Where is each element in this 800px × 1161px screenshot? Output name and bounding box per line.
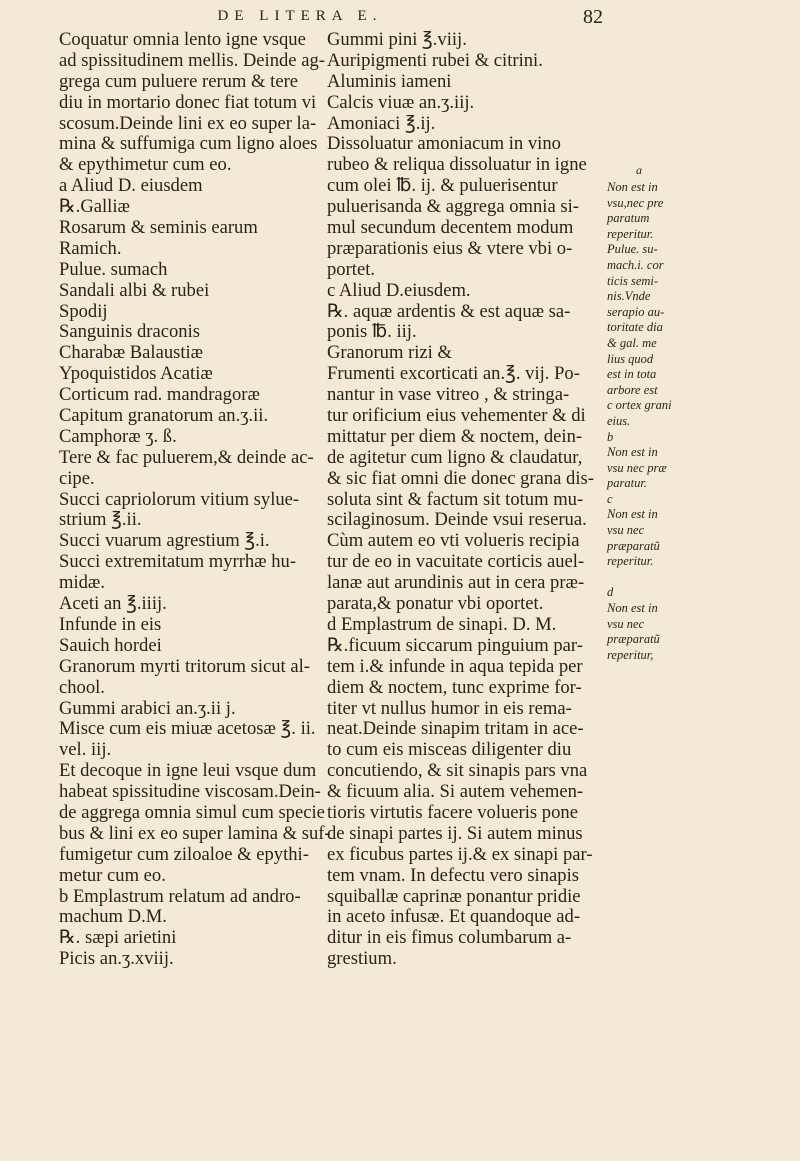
- text-line: Dissoluatur amoniacum in vino: [327, 133, 561, 155]
- text-line: diem & noctem, tunc exprime for-: [327, 676, 582, 698]
- text-line: habeat spissitudine viscosam.Dein-: [59, 781, 321, 803]
- text-line: scilaginosum. Deinde vsui reserua.: [327, 509, 587, 531]
- text-line: Misce cum eis miuæ acetosæ ℥. ii.: [59, 718, 316, 740]
- text-line: mul secundum decentem modum: [327, 217, 574, 239]
- text-line: in aceto infusæ. Et quandoque ad-: [327, 906, 581, 928]
- text-line: grega cum puluere rerum & tere: [59, 70, 299, 92]
- text-line: soluta sint & factum sit totum mu-: [327, 488, 584, 510]
- text-line: mina & suffumiga cum ligno aloes: [59, 133, 318, 155]
- margin-note-line: nis.Vnde: [607, 289, 651, 304]
- text-line: tem vnam. In defectu vero sinapis: [327, 864, 579, 886]
- margin-note-line: paratur.: [607, 476, 647, 491]
- right-text-column: [327, 30, 602, 970]
- text-line: Aluminis iameni: [327, 70, 452, 92]
- margin-note-line: arbore est: [607, 382, 658, 397]
- text-line: vel. iij.: [59, 739, 112, 761]
- text-line: bus & lini ex eo super lamina & suf-: [59, 822, 331, 844]
- text-line: c Aliud D.eiusdem.: [327, 279, 471, 301]
- text-line: b Emplastrum relatum ad andro-: [59, 885, 301, 907]
- text-line: ad spissitudinem mellis. Deinde ag-: [59, 49, 325, 71]
- text-line: Frumenti excorticati an.℥. vij. Po-: [327, 363, 580, 385]
- text-line: Tere & fac puluerem,& deinde ac-: [59, 446, 314, 468]
- text-line: Coquatur omnia lento igne vsque: [59, 29, 306, 50]
- text-line: ℞. sæpi arietini: [59, 927, 177, 949]
- text-line: Capitum granatorum an.ʒ.ii.: [59, 405, 269, 427]
- text-line: nantur in vase vitreo , & stringa-: [327, 384, 570, 406]
- margin-note-line: serapio au-: [607, 304, 665, 319]
- margin-mark: a: [636, 163, 642, 177]
- text-line: Aceti an ℥.iiij.: [59, 593, 167, 615]
- text-line: Auripigmenti rubei & citrini.: [327, 49, 543, 71]
- text-line: tioris virtutis facere volueris pone: [327, 801, 578, 823]
- text-line: Rosarum & seminis earum: [59, 217, 258, 239]
- text-line: Corticum rad. mandragoræ: [59, 384, 260, 406]
- text-line: & sic fiat omni die donec grana dis-: [327, 467, 594, 489]
- text-line: de aggrega omnia simul cum specie: [59, 801, 325, 823]
- text-line: rubeo & reliqua dissoluatur in igne: [327, 154, 587, 176]
- text-line: Succi vuarum agrestium ℥.i.: [59, 530, 270, 552]
- text-line: chool.: [59, 676, 105, 698]
- margin-note-line: Non est in: [607, 507, 658, 522]
- text-line: & ficuum alia. Si autem vehemen-: [327, 781, 584, 803]
- margin-note-line: Non est in: [607, 445, 658, 460]
- text-line: Infunde in eis: [59, 613, 162, 635]
- text-line: puluerisanda & aggrega omnia si-: [327, 196, 579, 218]
- margin-note-line: præparatũ: [607, 632, 660, 647]
- text-line: Ramich.: [59, 237, 122, 259]
- text-line: ℞.Galliæ: [59, 196, 130, 218]
- text-line: a Aliud D. eiusdem: [59, 175, 203, 197]
- margin-note-line: [607, 570, 677, 586]
- text-line: Succi capriolorum vitium sylue-: [59, 488, 300, 510]
- running-header: DE LITERA E.: [217, 8, 383, 24]
- margin-note-line: & gal. me: [607, 335, 657, 350]
- text-line: metur cum eo.: [59, 864, 166, 886]
- margin-note-line: mach.i. cor: [607, 257, 664, 272]
- text-line: lanæ aut arundinis aut in cera præ-: [327, 572, 585, 594]
- text-line: ex ficubus partes ij.& ex sinapi par-: [327, 843, 593, 865]
- text-line: Cùm autem eo vti volueris recipia: [327, 530, 580, 552]
- text-line: d Emplastrum de sinapi. D. M.: [327, 613, 557, 635]
- text-line: Spodij: [59, 300, 108, 322]
- margin-note-line: reperitur.: [607, 226, 654, 241]
- margin-note-line: præparatũ: [607, 538, 660, 553]
- margin-note-line: d: [607, 585, 614, 600]
- margin-notes: [607, 180, 677, 663]
- text-line: machum D.M.: [59, 906, 167, 928]
- text-line: mittatur per diem & noctem, dein-: [327, 425, 583, 447]
- margin-note-line: toritate dia: [607, 320, 663, 335]
- text-line: ponis ℔. iij.: [327, 321, 417, 343]
- text-line: Charabæ Balaustiæ: [59, 342, 204, 364]
- text-line: Gummi pini ℥.viij.: [327, 29, 467, 50]
- text-line: Gummi arabici an.ʒ.ii j.: [59, 697, 236, 719]
- text-line: ℞.ficuum siccarum pinguium par-: [327, 634, 583, 656]
- text-line: titer vt nullus humor in eis rema-: [327, 697, 572, 719]
- left-text-column: [59, 29, 331, 970]
- text-line: parata,& ponatur vbi oportet.: [327, 593, 544, 615]
- text-line: Camphoræ ʒ. ß.: [59, 425, 177, 447]
- text-line: ditur in eis fimus columbarum a-: [327, 927, 572, 949]
- text-line: midæ.: [59, 572, 105, 594]
- text-line: cum olei ℔. ij. & puluerisentur: [327, 175, 558, 197]
- text-line: cipe.: [59, 467, 95, 489]
- text-line: scosum.Deinde lini ex eo super la-: [59, 112, 317, 134]
- text-line: Granorum rizi &: [327, 342, 452, 364]
- margin-note-line: vsu,nec pre: [607, 195, 664, 210]
- text-line: Succi extremitatum myrrhæ hu-: [59, 551, 297, 573]
- text-line: grestium.: [327, 948, 397, 970]
- text-line: Et decoque in igne leui vsque dum: [59, 760, 317, 782]
- text-line: Calcis viuæ an.ʒ.iij.: [327, 91, 475, 113]
- margin-note-line: Non est in: [607, 180, 658, 194]
- text-line: diu in mortario donec fiat totum vi: [59, 91, 317, 113]
- margin-note-line: c: [607, 491, 613, 506]
- text-line: strium ℥.ii.: [59, 509, 142, 531]
- text-line: & epythimetur cum eo.: [59, 154, 232, 176]
- margin-note-line: lius quod: [607, 351, 654, 366]
- margin-note-line: Pulue. su-: [607, 242, 658, 257]
- margin-note-line: Non est in: [607, 601, 658, 616]
- text-line: tem i.& infunde in aqua tepida per: [327, 655, 583, 677]
- text-line: Pulue. sumach: [59, 258, 168, 280]
- text-line: Sanguinis draconis: [59, 321, 200, 343]
- text-line: præparationis eius & vtere vbi o-: [327, 237, 573, 259]
- margin-note-line: c ortex grani: [607, 398, 672, 413]
- text-line: de sinapi partes ij. Si autem minus: [327, 822, 583, 844]
- margin-note-line: vsu nec præ: [607, 460, 667, 475]
- margin-note-line: vsu nec: [607, 523, 645, 538]
- text-line: Sauich hordei: [59, 634, 162, 656]
- text-line: Amoniaci ℥.ij.: [327, 112, 436, 134]
- page-number: 82: [583, 6, 603, 28]
- text-line: portet.: [327, 258, 376, 280]
- margin-note-line: ticis semi-: [607, 273, 659, 288]
- text-line: to cum eis misceas diligenter diu: [327, 739, 572, 761]
- margin-note-line: reperitur,: [607, 647, 654, 662]
- margin-note-line: eius.: [607, 413, 631, 428]
- margin-note-line: b: [607, 429, 614, 444]
- margin-note-line: est in tota: [607, 367, 657, 382]
- text-line: Ypoquistidos Acatiæ: [59, 363, 213, 385]
- text-line: fumigetur cum ziloaloe & epythi-: [59, 843, 309, 865]
- text-line: Granorum myrti tritorum sicut al-: [59, 655, 310, 677]
- text-line: de agitetur cum ligno & claudatur,: [327, 446, 583, 468]
- text-line: tur orificium eius vehementer & di: [327, 405, 586, 427]
- margin-note-line: vsu nec: [607, 616, 645, 631]
- text-line: concutiendo, & sit sinapis pars vna: [327, 760, 588, 782]
- text-line: ℞. aquæ ardentis & est aquæ sa-: [327, 300, 571, 322]
- margin-note-line: reperitur.: [607, 554, 654, 569]
- text-line: tur de eo in vacuitate corticis auel-: [327, 551, 585, 573]
- text-line: squiballæ caprinæ ponantur pridie: [327, 885, 581, 907]
- text-line: neat.Deinde sinapim tritam in ace-: [327, 718, 584, 740]
- margin-note-line: paratum: [607, 211, 650, 226]
- text-line: Sandali albi & rubei: [59, 279, 210, 301]
- text-line: Picis an.ʒ.xviij.: [59, 948, 174, 970]
